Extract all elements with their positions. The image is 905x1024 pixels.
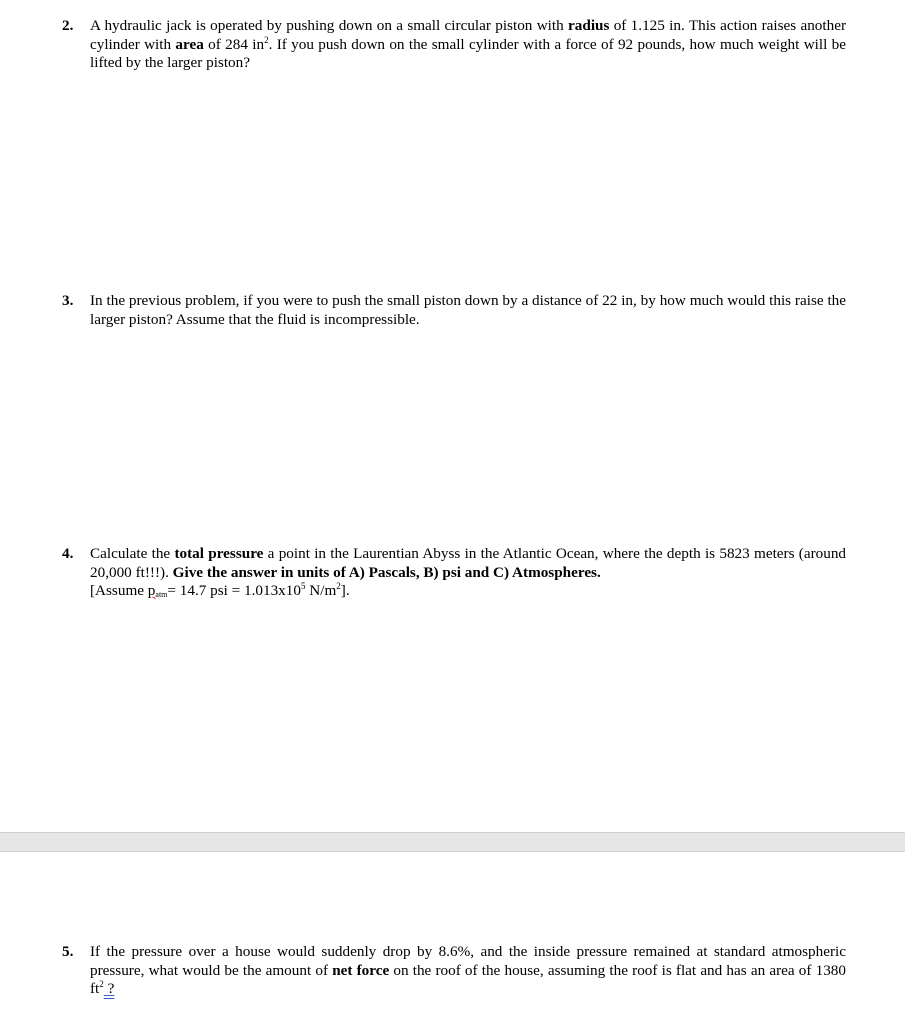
superscript: 5 <box>300 581 306 591</box>
problem-number: 5. <box>62 943 74 960</box>
text-run: ]. <box>340 582 350 599</box>
problem-text <box>90 943 846 999</box>
page-break <box>0 832 905 852</box>
superscript: 2 <box>264 34 269 45</box>
problem-text <box>90 545 846 605</box>
bold-term-net-force: net force <box>332 961 390 979</box>
problem-text <box>90 17 846 73</box>
text-run: of 284 in <box>203 35 265 53</box>
text-run: on the roof of the house, assuming the roof is flat and has an area of 1380 ft <box>90 961 846 997</box>
text-run: ? <box>103 980 115 997</box>
text-run: Calculate the <box>90 545 175 562</box>
text-run: = 14.7 psi = 1.013x10 <box>167 582 301 599</box>
text-run: In the previous problem, if you were to push the small piston down by a distance of 22 in, by how much would this raise the larger piston? Assume that the fluid is incompressible. <box>90 292 846 328</box>
problem-5 <box>62 943 846 999</box>
superscript: 2 <box>336 581 341 591</box>
problem-2 <box>62 17 846 73</box>
problem-number: 3. <box>62 292 74 309</box>
text-run: [Assume <box>90 582 148 599</box>
text-run: a point in the Laurentian Abyss in the Atlantic Ocean, where the depth is 5823 meters (around 20,000 ft!!!). <box>90 545 847 581</box>
problem-3 <box>62 292 846 329</box>
text-run: . If you push down on the small cylinder with a force of 92 pounds, how much weight will be lifted by the larger piston? <box>90 35 846 71</box>
superscript: 2 <box>99 979 104 989</box>
text-run: N/m <box>305 582 337 599</box>
problem-text <box>90 292 846 329</box>
bold-term-area: area <box>175 35 204 53</box>
bold-term-radius: radius <box>568 17 610 34</box>
patm-symbol: $p_{atm}$ <box>147 582 168 599</box>
bold-term-total-pressure: total pressure <box>174 545 264 562</box>
text-run: If the pressure over a house would suddenly drop by 8.6%, and the inside pressure remained at standard atmospheric pressure, what would be the amount of <box>90 943 846 979</box>
problem-4 <box>62 545 846 605</box>
text-run: A hydraulic jack is operated by pushing down on a small circular piston with <box>90 17 569 34</box>
problem-number: 2. <box>62 17 74 34</box>
problem-number: 4. <box>62 545 74 562</box>
text-run: of 1.125 in. This action raises another cylinder with <box>90 17 847 53</box>
bold-instruction: Give the answer in units of A) Pascals, B) psi and C) Atmospheres. <box>172 563 601 581</box>
